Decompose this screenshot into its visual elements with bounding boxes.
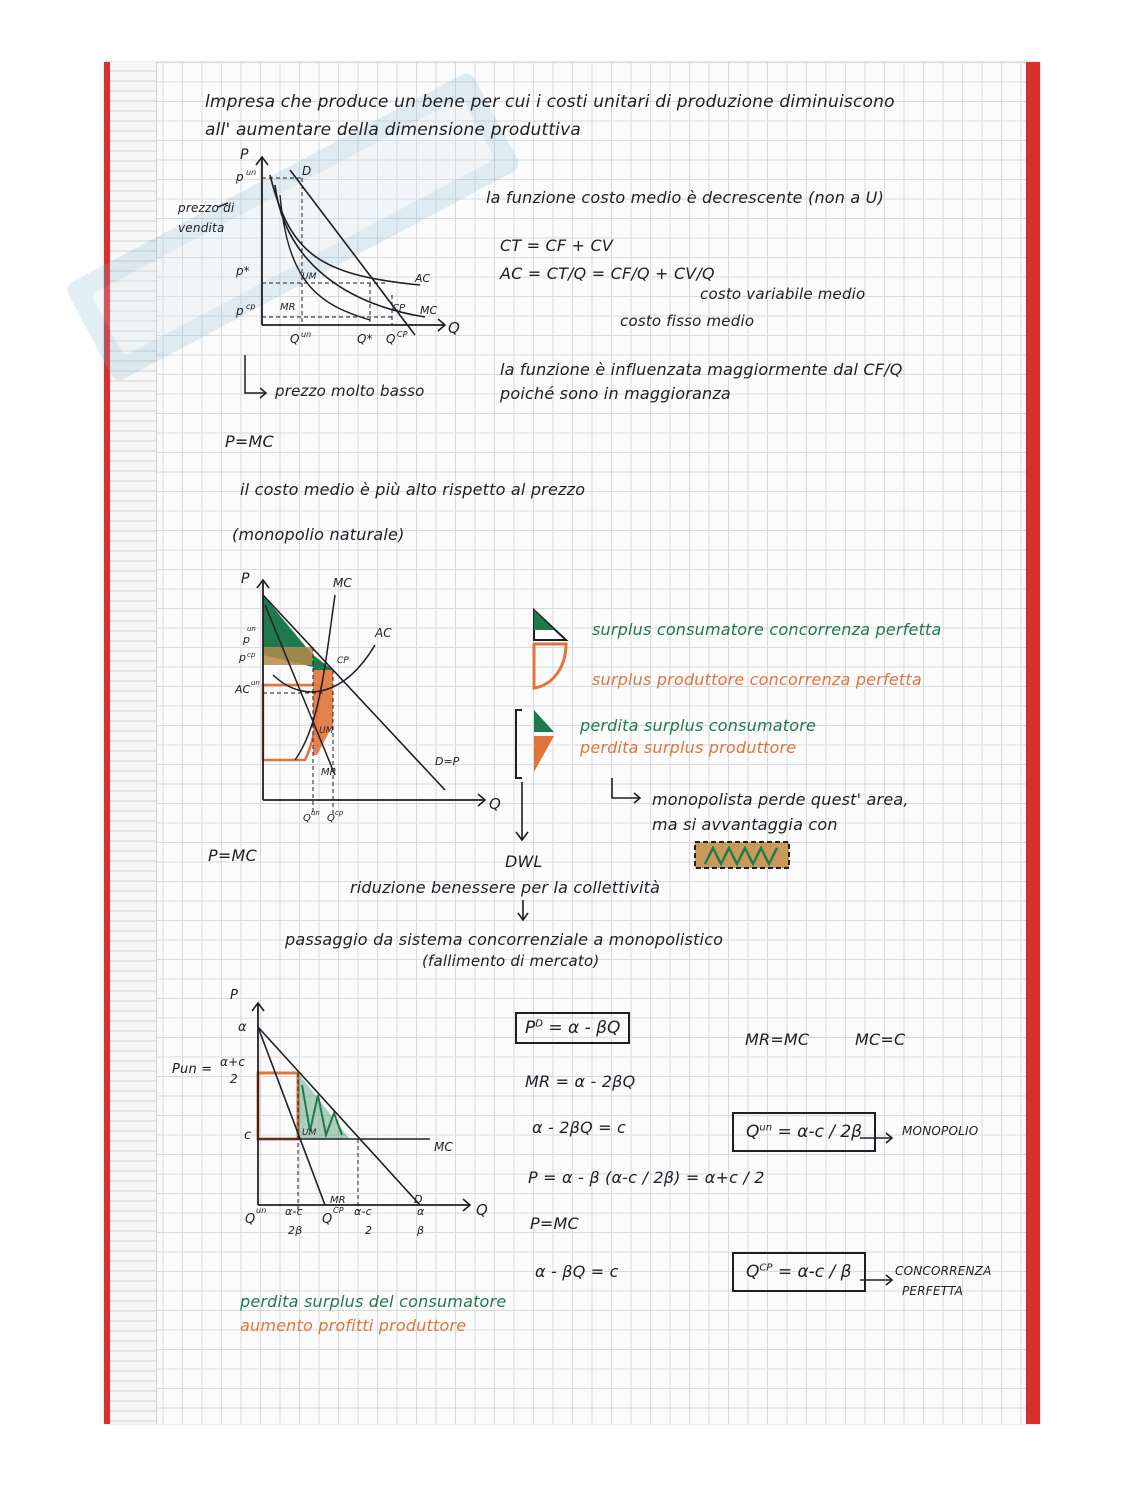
note-cf-label: costo fisso medio xyxy=(620,312,755,330)
g3-qcp-sup: CP xyxy=(333,1206,344,1215)
mr-equals-mc: MR=MC xyxy=(745,1030,810,1049)
g3-ab-num: α xyxy=(417,1205,425,1218)
box-q-cp-sup: CP xyxy=(759,1262,773,1274)
bottom-producer-gain: aumento profitti produttore xyxy=(240,1316,467,1335)
legend-monopolist-2: ma si avvantaggia con xyxy=(652,815,838,834)
mr-equation: α - 2βQ = c xyxy=(532,1118,627,1137)
g3-qcp-label: Q xyxy=(322,1212,333,1227)
g3-pun-label: Pun = xyxy=(172,1062,213,1077)
graph-natural-monopoly xyxy=(225,565,515,835)
g2-q-cp-sup: cp xyxy=(335,809,344,817)
g2-q-un-sup: un xyxy=(311,809,320,817)
transition-1: passaggio da sistema concorrenziale a monopolistico xyxy=(285,930,724,949)
perfect-label-2: PERFETTA xyxy=(902,1284,964,1298)
legend-producer-loss: perdita surplus produttore xyxy=(580,738,797,757)
demand-p: P xyxy=(525,1018,536,1038)
box-q-un: Q xyxy=(746,1122,760,1142)
g3-ab-den: β xyxy=(417,1224,425,1237)
note-avg-cost: la funzione costo medio è decrescente (non a U) xyxy=(486,188,885,207)
bottom-consumer-loss: perdita surplus del consumatore xyxy=(240,1292,507,1311)
p-equals-mc-1: P=MC xyxy=(225,432,274,451)
g2-p-un: p xyxy=(243,633,250,646)
demand-sup: D xyxy=(535,1018,543,1030)
box-q-cp-rhs: = α-c / β xyxy=(777,1262,852,1282)
demand-formula-box xyxy=(515,1012,630,1044)
g2-mr: MR xyxy=(321,767,337,778)
g1-p-un: p xyxy=(236,170,244,184)
g3-qun-sup: un xyxy=(256,1206,267,1215)
graph-average-cost xyxy=(170,145,470,415)
g2-p-un-sup: un xyxy=(247,625,256,633)
g1-mc: MC xyxy=(420,304,438,317)
note-influence-1: la funzione è influenzata maggiormente dal CF/Q xyxy=(500,360,903,379)
welfare-arrow xyxy=(513,898,533,924)
g3-alpha: α xyxy=(238,1020,247,1035)
g2-um: UM xyxy=(319,726,334,736)
g1-prezzo-basso: prezzo molto basso xyxy=(275,382,425,400)
g2-ac-un: AC xyxy=(235,683,251,696)
cp-equation: α - βQ = c xyxy=(535,1262,619,1281)
g1-p-cp-sup: cp xyxy=(246,302,256,311)
g3-c: c xyxy=(244,1128,252,1143)
g1-p-un-sup: un xyxy=(246,168,257,177)
note-ac: AC = CT/Q = CF/Q + CV/Q xyxy=(500,264,715,283)
g2-cp: CP xyxy=(337,656,349,666)
g2-q-axis: Q xyxy=(489,795,501,813)
g1-cp: CP xyxy=(392,303,406,314)
natural-monopoly: (monopolio naturale) xyxy=(232,525,405,544)
note-cv-label: costo variabile medio xyxy=(700,285,866,303)
arrow-perfect xyxy=(858,1270,898,1290)
g1-q-un: Q xyxy=(290,332,300,346)
legend-hatched-area xyxy=(693,840,793,872)
g1-um: UM xyxy=(302,272,317,282)
g3-d: D xyxy=(414,1193,423,1206)
g2-q-un: Q xyxy=(303,813,311,824)
g3-qun-num: α-c xyxy=(285,1205,303,1218)
g2-dp: D=P xyxy=(435,755,460,768)
q-monopoly-box xyxy=(732,1112,876,1152)
cover-edge-right xyxy=(1026,62,1040,1424)
g1-ac: AC xyxy=(415,272,431,285)
g1-mr: MR xyxy=(280,302,296,313)
box-q-un-rhs: = α-c / 2β xyxy=(777,1122,863,1142)
g3-p-axis: P xyxy=(230,988,238,1003)
note-ct: CT = CF + CV xyxy=(500,236,613,255)
p-mc-formula: P=MC xyxy=(530,1214,579,1233)
g1-q-axis: Q xyxy=(448,319,460,337)
g1-q-un-sup: un xyxy=(301,330,312,339)
g3-mc: MC xyxy=(434,1140,453,1154)
g3-pun-den: 2 xyxy=(230,1072,238,1086)
g2-mc: MC xyxy=(333,576,352,590)
legend-icons xyxy=(510,600,590,880)
g2-p-axis: P xyxy=(241,571,250,587)
box-q-un-sup: un xyxy=(759,1122,773,1134)
legend-consumer-surplus: surplus consumatore concorrenza perfetta xyxy=(592,620,942,639)
welfare-reduction: riduzione benessere per la collettività xyxy=(350,878,661,897)
g3-qun-label: Q xyxy=(245,1212,256,1227)
g1-q-star: Q* xyxy=(357,332,373,346)
g1-prezzo-vendita: prezzo di vendita xyxy=(178,201,235,235)
header-line-1: lmpresa che produce un bene per cui i costi unitari di produzione diminuiscono xyxy=(205,92,895,112)
mr-formula: MR = α - 2βQ xyxy=(525,1072,636,1091)
mc-equals-c: MC=C xyxy=(855,1030,906,1049)
g3-qcp-den: 2 xyxy=(365,1224,373,1237)
legend-producer-surplus: surplus produttore concorrenza perfetta xyxy=(592,670,922,689)
q-perfect-box xyxy=(732,1252,866,1292)
legend-monopolist-1: monopolista perde quest' area, xyxy=(652,790,909,809)
legend-arrow xyxy=(608,776,648,806)
dwl-label: DWL xyxy=(505,852,543,871)
price-formula: P = α - β (α-c / 2β) = α+c / 2 xyxy=(528,1168,765,1187)
header-line-2: all' aumentare della dimensione produttiva xyxy=(205,120,581,140)
g1-q-cp-sup: CP xyxy=(397,330,408,339)
g2-p-cp-sup: cp xyxy=(247,651,256,659)
g3-um: UM xyxy=(302,1128,317,1138)
g1-p-star: p* xyxy=(236,264,250,278)
g1-q-cp: Q xyxy=(386,332,396,346)
avg-cost-higher: il costo medio è più alto rispetto al prezzo xyxy=(240,480,586,499)
g2-p-cp: p xyxy=(239,651,246,664)
g3-mr: MR xyxy=(330,1195,346,1206)
g3-q-axis: Q xyxy=(476,1201,488,1219)
g2-q-cp: Q xyxy=(327,813,335,824)
monopoly-label: MONOPOLIO xyxy=(902,1124,979,1138)
g1-p-cp: p xyxy=(236,304,244,318)
perfect-label-1: CONCORRENZA xyxy=(895,1264,992,1278)
g2-ac: AC xyxy=(375,626,392,640)
g1-p-axis: P xyxy=(240,147,249,163)
demand-rhs: = α - βQ xyxy=(548,1018,621,1038)
g3-qun-den: 2β xyxy=(288,1224,303,1237)
arrow-monopoly xyxy=(858,1128,898,1148)
p-equals-mc-2: P=MC xyxy=(208,846,257,865)
g2-ac-un-sup: un xyxy=(251,679,260,687)
g3-qcp-num: α-c xyxy=(354,1205,372,1218)
note-influence-2: poiché sono in maggioranza xyxy=(500,384,731,403)
box-q-cp: Q xyxy=(746,1262,760,1282)
g3-pun-num: α+c xyxy=(220,1055,246,1069)
g1-d: D xyxy=(302,164,312,178)
legend-consumer-loss: perdita surplus consumatore xyxy=(580,716,817,735)
transition-2: (fallimento di mercato) xyxy=(422,952,600,970)
